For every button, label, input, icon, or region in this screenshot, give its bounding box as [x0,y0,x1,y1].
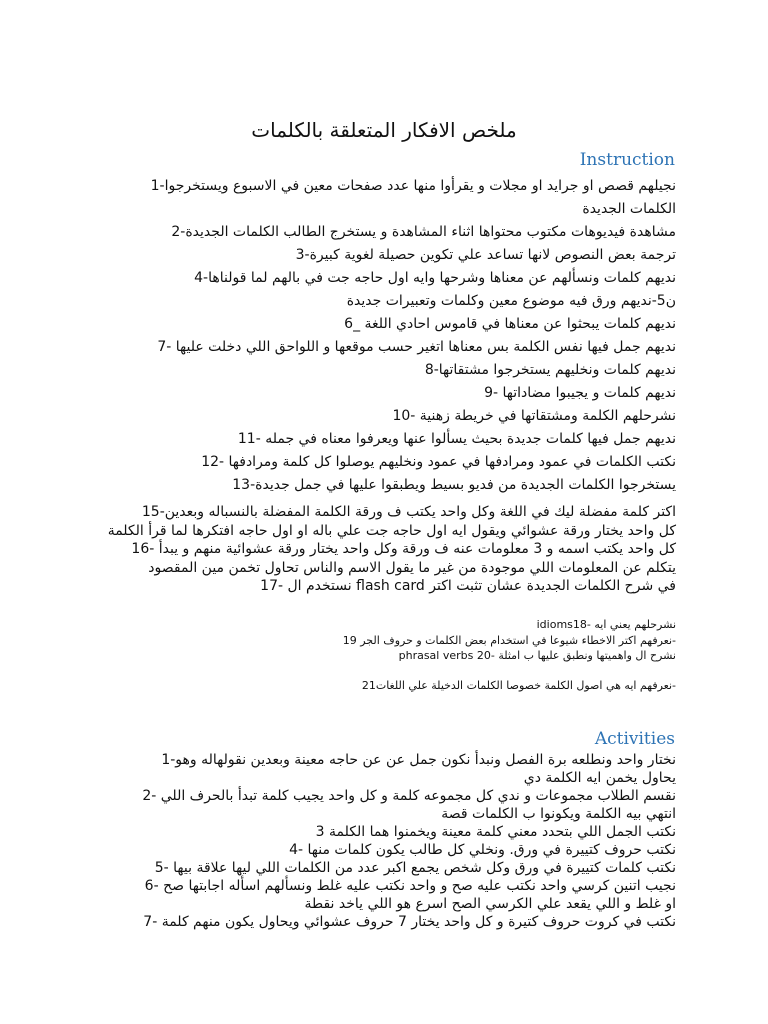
activity-line: او غلط و اللي يقعد علي الكرسي الصح اسرع هو اللي ياخد نقطة [304,896,676,912]
activity-line: يحاول يخمن ايه الكلمة دي [523,770,676,786]
instruction-line: ترجمة بعض النصوص لانها تساعد علي تكوين حصيلة لغوية كبيرة-3 [295,247,676,263]
document-title: ملخص الافكار المتعلقة بالكلمات [251,118,517,142]
instruction-line: ن5-نديهم ورق فيه موضوع معين وكلمات وتعبيرات جديدة [346,293,676,309]
instruction-line: نجيلهم قصص او جرايد او مجلات و يقرأوا منها عدد صفحات معين في الاسبوع ويستخرجوا-1 [150,178,676,194]
instruction-line: -نعرفهم اكتر الاخطاء شيوعا في استخدام بعض الكلمات و حروف الجر 19 [342,633,676,647]
instruction-line: اكتر كلمة مفضلة ليك في اللغة وكل واحد يكتب ف ورقة الكلمة المفضلة بالنسباله وبعدين-15 [141,504,676,520]
instruction-line: idioms18- نشرحلهم يعني ايه [536,618,676,631]
instruction-line: مشاهدة فيديوهات مكتوب محتواها اثناء المشاهدة و يستخرج الطالب الكلمات الجديدة-2 [171,224,676,240]
instruction-line: نديهم جمل فيها نفس الكلمة بس معناها اتغير حسب موقعها و اللواحق اللي دخلت عليها -7 [157,339,676,355]
activities-heading: Activities [594,729,675,749]
instruction-line: كل واحد يختار ورقة عشوائي ويقول ايه اول حاجه جت علي باله او اول حاجه افتكرها لما قرأ الكلمة [107,522,676,539]
instruction-list [96,175,676,497]
instruction-line: -نعرفهم ايه هي اصول الكلمة خصوصا الكلمات الدخيلة علي اللغات21 [361,678,676,692]
instruction-line: يتكلم عن المعلومات اللي موجودة من غير ما يقول الاسم والناس تحاول تخمن مين المقصود [148,559,676,576]
activity-line: انتهي بيه الكلمة ويكونوا ب الكلمات قصة [441,806,676,822]
instruction-line: الكلمات الجديدة [582,201,676,217]
instruction-list-continued [96,503,676,596]
instruction-line: نكتب الكلمات في عمود ومرادفها في عمود ونخليهم يوصلوا كل كلمة ومرادفها -12 [201,454,676,470]
activity-line: نكتب الجمل اللي بتحدد معني كلمة معينة ويخمنوا هما الكلمة 3 [315,824,676,840]
activity-line: نقسم الطلاب مجموعات و ندي كل مجموعه كلمة و كل واحد يجيب كلمة تبدأ بالحرف اللي -2 [142,788,676,804]
activity-line: نجيب اتنين كرسي واحد نكتب عليه صح و واحد نكتب عليه غلط ونسألهم اسأله اجابتها صح -6 [144,878,676,894]
instruction-line: نديهم كلمات ونخليهم يستخرجوا مشتقاتها-8 [424,362,676,378]
activity-line: نختار واحد ونطلعه برة الفصل ونبدأ نكون جمل عن عن حاجه معينة وبعدين نقولهاله وهو-1 [161,752,676,768]
activity-line: نكتب في كروت حروف كتيرة و كل واحد يختار 7 حروف عشوائي ويحاول يكون منهم كلمة -7 [143,914,676,930]
instruction-line: نديهم كلمات يبحثوا عن معناها في قاموس احادي اللغة _6 [344,316,676,332]
instruction-line: في شرح الكلمات الجديدة عشان تثبت اكتر flash card نستخدم ال -17 [260,578,676,594]
activities-list [96,751,676,931]
instruction-line: يستخرجوا الكلمات الجديدة من فديو بسيط ويطبقوا عليها في جمل جديدة-13 [232,477,676,493]
activity-line: نكتب حروف كتييرة في ورق. ونخلي كل طالب يكون كلمات منها -4 [289,842,676,858]
instruction-line: نشرحلهم الكلمة ومشتقاتها في خريطة زهنية -10 [392,408,676,424]
instruction-heading: Instruction [579,150,675,170]
instruction-list-small [96,617,676,693]
activity-line: نكتب كلمات كتييرة في ورق وكل شخص يجمع اكبر عدد من الكلمات اللي ليها علاقة بيها -5 [154,860,676,876]
instruction-line: نديهم كلمات ونسألهم عن معناها وشرحها وايه اول حاجه جت في بالهم لما قولناها-4 [194,270,676,286]
instruction-line: نديهم كلمات و يجيبوا مضاداتها -9 [484,385,676,401]
instruction-line: phrasal verbs 20- نشرح ال واهميتها ونطبق عليها ب امثلة [398,649,676,662]
instruction-line: نديهم جمل فيها كلمات جديدة بحيث يسألوا عنها ويعرفوا معناه في جمله -11 [237,431,676,447]
instruction-line: كل واحد يكتب اسمه و 3 معلومات عنه ف ورقة وكل واحد يختار ورقة عشوائية منهم و يبدأ -16 [131,541,676,557]
